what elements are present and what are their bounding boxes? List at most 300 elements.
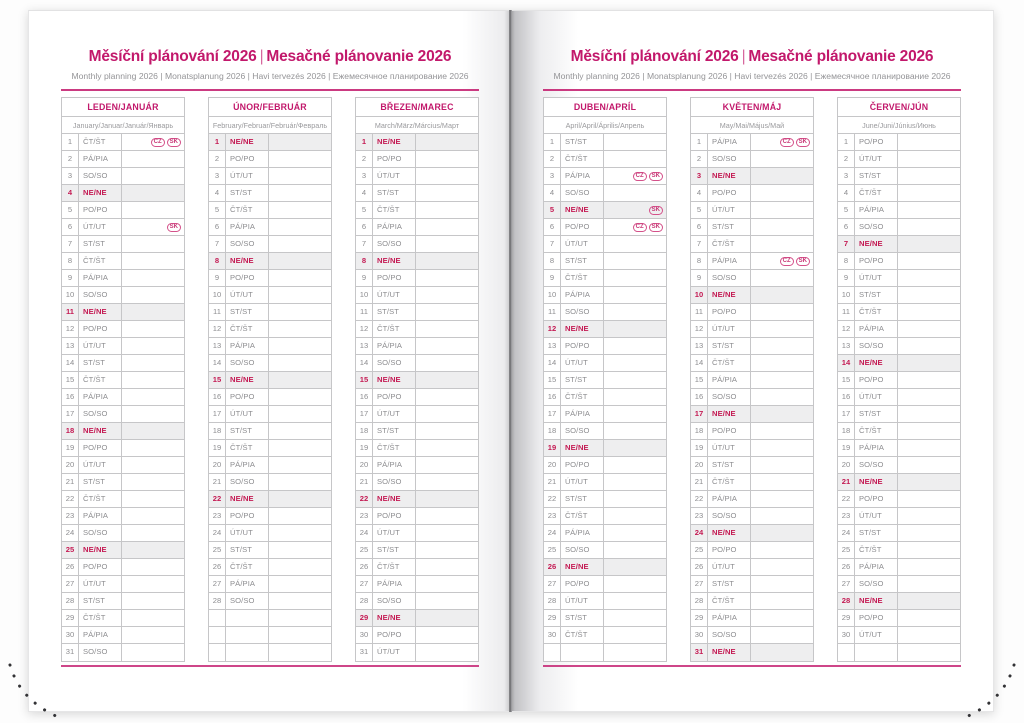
day-name: NE/NE — [708, 406, 751, 422]
day-note-cell — [604, 457, 666, 473]
day-name: PÁ/PIA — [373, 219, 416, 235]
day-note-cell — [898, 185, 960, 201]
day-note-cell — [751, 542, 813, 558]
day-name: ČT/ŠT — [226, 559, 269, 575]
day-note-cell — [416, 508, 478, 524]
day-number: 10 — [62, 287, 79, 303]
day-note-cell — [122, 304, 184, 320]
bottom-rule — [61, 665, 479, 667]
day-name: ST/ST — [226, 542, 269, 558]
day-name: SO/SO — [79, 287, 122, 303]
day-note-cell — [898, 508, 960, 524]
day-row — [544, 202, 666, 219]
day-note-cell — [122, 559, 184, 575]
day-note-cell — [751, 559, 813, 575]
day-number: 11 — [209, 304, 226, 320]
day-number: 25 — [544, 542, 561, 558]
day-note-cell — [269, 151, 331, 167]
day-row — [544, 389, 666, 406]
day-note-cell — [898, 134, 960, 150]
day-number: 3 — [691, 168, 708, 184]
day-note-cell — [751, 270, 813, 286]
day-note-cell — [898, 321, 960, 337]
day-note-cell — [898, 372, 960, 388]
day-number: 30 — [838, 627, 855, 643]
month-grid-right — [543, 97, 961, 662]
day-number: 18 — [62, 423, 79, 439]
day-name: ST/ST — [226, 185, 269, 201]
day-number: 9 — [356, 270, 373, 286]
day-note-cell — [122, 610, 184, 626]
day-row — [691, 627, 813, 644]
day-number: 2 — [691, 151, 708, 167]
day-row — [209, 304, 331, 321]
day-note-cell — [604, 525, 666, 541]
page-title — [61, 47, 479, 67]
day-note-cell — [269, 457, 331, 473]
day-number: 3 — [838, 168, 855, 184]
day-note-cell — [604, 491, 666, 507]
day-number: 6 — [356, 219, 373, 235]
day-row — [209, 423, 331, 440]
day-note-cell — [416, 406, 478, 422]
day-name: NE/NE — [561, 321, 604, 337]
day-note-cell — [751, 508, 813, 524]
holiday-badge-sk: SK — [796, 138, 810, 147]
day-name: NE/NE — [226, 372, 269, 388]
day-note-cell — [898, 576, 960, 592]
day-name: ÚT/UT — [373, 406, 416, 422]
day-row — [62, 423, 184, 440]
day-note-cell — [604, 236, 666, 252]
day-note-cell — [604, 270, 666, 286]
day-row — [62, 644, 184, 661]
day-number: 29 — [62, 610, 79, 626]
day-number: 16 — [62, 389, 79, 405]
day-number: 28 — [691, 593, 708, 609]
day-note-cell — [269, 321, 331, 337]
day-number: 2 — [544, 151, 561, 167]
day-note-cell — [416, 151, 478, 167]
day-note-cell — [604, 338, 666, 354]
day-note-cell — [122, 287, 184, 303]
day-number: 20 — [62, 457, 79, 473]
day-row — [838, 610, 960, 627]
day-number: 9 — [691, 270, 708, 286]
day-number: 9 — [62, 270, 79, 286]
day-name: ÚT/UT — [855, 627, 898, 643]
day-name: ÚT/UT — [561, 474, 604, 490]
day-note-cell — [898, 593, 960, 609]
day-name: PO/PO — [561, 457, 604, 473]
day-number: 1 — [544, 134, 561, 150]
day-name: ČT/ŠT — [79, 491, 122, 507]
day-note-cell — [898, 151, 960, 167]
empty-pad-row — [544, 644, 666, 661]
day-name: PO/PO — [561, 576, 604, 592]
month-languages: April/April/Április/Апрель — [544, 117, 666, 134]
day-name: PO/PO — [708, 542, 751, 558]
day-row — [544, 440, 666, 457]
day-number: 29 — [691, 610, 708, 626]
day-note-cell — [604, 355, 666, 371]
day-number: 15 — [62, 372, 79, 388]
day-row — [544, 593, 666, 610]
day-name: ÚT/UT — [226, 168, 269, 184]
day-name: PÁ/PIA — [373, 457, 416, 473]
day-number: 12 — [356, 321, 373, 337]
month-table — [543, 97, 667, 662]
day-name: PO/PO — [708, 185, 751, 201]
day-row — [62, 610, 184, 627]
day-row — [209, 474, 331, 491]
day-name: NE/NE — [855, 593, 898, 609]
month-table — [690, 97, 814, 662]
month-grid-left — [61, 97, 479, 662]
day-number: 18 — [209, 423, 226, 439]
day-row — [544, 321, 666, 338]
day-name: ČT/ŠT — [561, 151, 604, 167]
day-name: SO/SO — [373, 474, 416, 490]
day-note-cell — [898, 168, 960, 184]
day-note-cell — [269, 542, 331, 558]
day-note-cell — [269, 559, 331, 575]
day-note-cell — [604, 304, 666, 320]
month-name: KVĚTEN/MÁJ — [691, 98, 813, 117]
day-row — [209, 593, 331, 610]
day-number: 4 — [209, 185, 226, 201]
day-number: 25 — [691, 542, 708, 558]
day-row — [838, 440, 960, 457]
day-number: 22 — [544, 491, 561, 507]
day-row — [356, 440, 478, 457]
day-number: 3 — [544, 168, 561, 184]
day-number: 26 — [838, 559, 855, 575]
day-number: 25 — [356, 542, 373, 558]
day-number: 26 — [62, 559, 79, 575]
day-row — [356, 457, 478, 474]
day-number: 17 — [62, 406, 79, 422]
day-note-cell — [416, 457, 478, 473]
day-note-cell — [898, 457, 960, 473]
day-number: 17 — [356, 406, 373, 422]
day-note-cell — [416, 185, 478, 201]
day-row — [691, 168, 813, 185]
day-name: ČT/ŠT — [855, 423, 898, 439]
day-row — [356, 389, 478, 406]
month-name: ÚNOR/FEBRUÁR — [209, 98, 331, 117]
day-number: 21 — [62, 474, 79, 490]
day-name: ÚT/UT — [373, 644, 416, 661]
day-row — [544, 406, 666, 423]
day-name: NE/NE — [373, 134, 416, 150]
day-row — [691, 219, 813, 236]
day-name: PO/PO — [561, 219, 604, 235]
day-note-cell — [604, 253, 666, 269]
day-name: ČT/ŠT — [561, 270, 604, 286]
day-number: 21 — [544, 474, 561, 490]
day-name: PO/PO — [373, 151, 416, 167]
day-note-cell — [604, 542, 666, 558]
day-number: 20 — [356, 457, 373, 473]
day-number: 19 — [62, 440, 79, 456]
day-name: PÁ/PIA — [226, 576, 269, 592]
day-row — [838, 321, 960, 338]
day-number: 1 — [209, 134, 226, 150]
day-number: 9 — [838, 270, 855, 286]
day-number: 5 — [62, 202, 79, 218]
day-note-cell — [898, 236, 960, 252]
day-name: ČT/ŠT — [708, 236, 751, 252]
day-row — [209, 236, 331, 253]
day-number: 13 — [209, 338, 226, 354]
day-note-cell — [122, 406, 184, 422]
day-number: 17 — [691, 406, 708, 422]
day-name: PÁ/PIA — [855, 559, 898, 575]
day-name — [226, 644, 269, 661]
day-name: NE/NE — [708, 287, 751, 303]
day-note-cell — [122, 474, 184, 490]
day-number: 6 — [838, 219, 855, 235]
day-note-cell — [122, 321, 184, 337]
day-note-cell — [751, 474, 813, 490]
day-number: 7 — [62, 236, 79, 252]
day-number: 16 — [209, 389, 226, 405]
day-row — [356, 304, 478, 321]
day-row — [691, 576, 813, 593]
day-note-cell — [751, 202, 813, 218]
day-number: 24 — [356, 525, 373, 541]
day-number: 8 — [838, 253, 855, 269]
day-name: ČT/ŠT — [226, 321, 269, 337]
day-name: PÁ/PIA — [855, 321, 898, 337]
day-number — [209, 644, 226, 661]
day-number: 24 — [838, 525, 855, 541]
day-note-cell — [269, 168, 331, 184]
day-note-cell — [751, 253, 813, 269]
day-note-cell — [604, 474, 666, 490]
day-note-cell — [122, 440, 184, 456]
day-row — [838, 202, 960, 219]
day-row — [62, 338, 184, 355]
day-number: 16 — [544, 389, 561, 405]
day-note-cell — [416, 576, 478, 592]
day-name: SO/SO — [708, 151, 751, 167]
page-right — [511, 10, 994, 712]
day-number: 17 — [544, 406, 561, 422]
day-number: 22 — [838, 491, 855, 507]
day-name: ST/ST — [855, 406, 898, 422]
day-note-cell — [751, 151, 813, 167]
day-note-cell — [269, 576, 331, 592]
day-name: NE/NE — [373, 253, 416, 269]
day-note-cell — [751, 304, 813, 320]
day-name: ÚT/UT — [226, 287, 269, 303]
day-row — [356, 508, 478, 525]
day-name: PO/PO — [373, 270, 416, 286]
day-name: ÚT/UT — [79, 457, 122, 473]
day-number: 2 — [356, 151, 373, 167]
title-divider: | — [259, 48, 264, 65]
day-name: PÁ/PIA — [708, 253, 751, 269]
day-name: ST/ST — [708, 338, 751, 354]
holiday-badge-cz: CZ — [633, 172, 647, 181]
day-number: 12 — [691, 321, 708, 337]
day-note-cell — [898, 270, 960, 286]
day-number: 26 — [356, 559, 373, 575]
day-note-cell — [122, 253, 184, 269]
day-number: 30 — [544, 627, 561, 643]
day-row — [838, 593, 960, 610]
day-row — [356, 644, 478, 661]
day-note-cell — [604, 508, 666, 524]
day-note-cell — [416, 219, 478, 235]
day-number: 23 — [356, 508, 373, 524]
day-number: 24 — [62, 525, 79, 541]
day-note-cell — [416, 644, 478, 661]
day-note-cell — [604, 185, 666, 201]
day-number: 5 — [544, 202, 561, 218]
day-name: PO/PO — [855, 372, 898, 388]
day-row — [209, 270, 331, 287]
day-number: 11 — [691, 304, 708, 320]
day-number: 20 — [209, 457, 226, 473]
diary-spread — [28, 10, 994, 712]
day-note-cell — [122, 219, 184, 235]
day-note-cell — [898, 389, 960, 405]
day-row — [691, 525, 813, 542]
day-row — [691, 406, 813, 423]
day-number: 23 — [691, 508, 708, 524]
day-name: ST/ST — [708, 576, 751, 592]
day-row — [691, 508, 813, 525]
day-note-cell — [416, 525, 478, 541]
day-number: 18 — [691, 423, 708, 439]
day-note-cell — [898, 491, 960, 507]
day-number: 26 — [209, 559, 226, 575]
day-name: PÁ/PIA — [226, 219, 269, 235]
day-name: SO/SO — [79, 168, 122, 184]
day-number: 8 — [62, 253, 79, 269]
day-row — [209, 321, 331, 338]
day-row — [691, 423, 813, 440]
day-row — [209, 525, 331, 542]
day-note-cell — [898, 253, 960, 269]
day-name: SO/SO — [79, 406, 122, 422]
day-row — [356, 134, 478, 151]
day-note-cell — [604, 287, 666, 303]
holiday-badge-sk: SK — [796, 257, 810, 266]
day-note-cell — [269, 202, 331, 218]
day-number: 24 — [209, 525, 226, 541]
day-row — [356, 559, 478, 576]
day-row — [691, 151, 813, 168]
day-name: SO/SO — [226, 236, 269, 252]
day-number: 13 — [691, 338, 708, 354]
day-number: 27 — [838, 576, 855, 592]
day-name: ÚT/UT — [855, 389, 898, 405]
day-name: PO/PO — [373, 508, 416, 524]
day-number: 8 — [691, 253, 708, 269]
day-note-cell — [604, 134, 666, 150]
day-name: ST/ST — [79, 355, 122, 371]
holiday-badge-sk: SK — [167, 223, 181, 232]
day-number: 27 — [209, 576, 226, 592]
day-name: ST/ST — [855, 168, 898, 184]
day-row — [838, 576, 960, 593]
day-row — [544, 168, 666, 185]
day-note-cell — [751, 525, 813, 541]
day-name: SO/SO — [561, 304, 604, 320]
day-row — [544, 253, 666, 270]
day-note-cell — [122, 423, 184, 439]
day-name: NE/NE — [79, 304, 122, 320]
day-name: SO/SO — [79, 644, 122, 661]
day-row — [356, 287, 478, 304]
day-name: ST/ST — [561, 610, 604, 626]
day-note-cell — [751, 185, 813, 201]
day-note-cell — [269, 287, 331, 303]
day-row — [544, 491, 666, 508]
day-name: PÁ/PIA — [708, 134, 751, 150]
day-number: 31 — [356, 644, 373, 661]
day-number: 12 — [62, 321, 79, 337]
day-note-cell — [416, 287, 478, 303]
day-name: SO/SO — [855, 219, 898, 235]
day-number: 2 — [62, 151, 79, 167]
day-name: SO/SO — [226, 474, 269, 490]
day-number: 14 — [544, 355, 561, 371]
day-row — [838, 168, 960, 185]
day-row — [356, 168, 478, 185]
day-row — [62, 508, 184, 525]
day-note-cell — [416, 168, 478, 184]
day-row — [356, 253, 478, 270]
day-row — [62, 219, 184, 236]
day-row — [838, 474, 960, 491]
day-row — [62, 406, 184, 423]
day-number: 1 — [62, 134, 79, 150]
day-row — [691, 457, 813, 474]
day-note-cell — [898, 644, 960, 661]
day-name: ÚT/UT — [373, 525, 416, 541]
day-row — [62, 151, 184, 168]
day-number: 3 — [209, 168, 226, 184]
day-note-cell — [604, 389, 666, 405]
page-title-czech: Měsíční plánování 2026 — [88, 48, 257, 65]
day-note-cell — [898, 287, 960, 303]
day-note-cell — [416, 389, 478, 405]
day-number: 23 — [838, 508, 855, 524]
day-number: 31 — [62, 644, 79, 661]
day-number: 1 — [356, 134, 373, 150]
day-number — [209, 627, 226, 643]
day-number: 10 — [838, 287, 855, 303]
day-number: 19 — [691, 440, 708, 456]
day-number: 19 — [209, 440, 226, 456]
day-number: 28 — [209, 593, 226, 609]
day-note-cell — [416, 627, 478, 643]
day-number: 11 — [838, 304, 855, 320]
day-note-cell — [604, 219, 666, 235]
day-note-cell — [269, 423, 331, 439]
day-name: ST/ST — [561, 253, 604, 269]
day-number: 31 — [691, 644, 708, 661]
day-note-cell — [604, 372, 666, 388]
day-name: PO/PO — [79, 321, 122, 337]
day-name: NE/NE — [855, 474, 898, 490]
day-name — [226, 627, 269, 643]
